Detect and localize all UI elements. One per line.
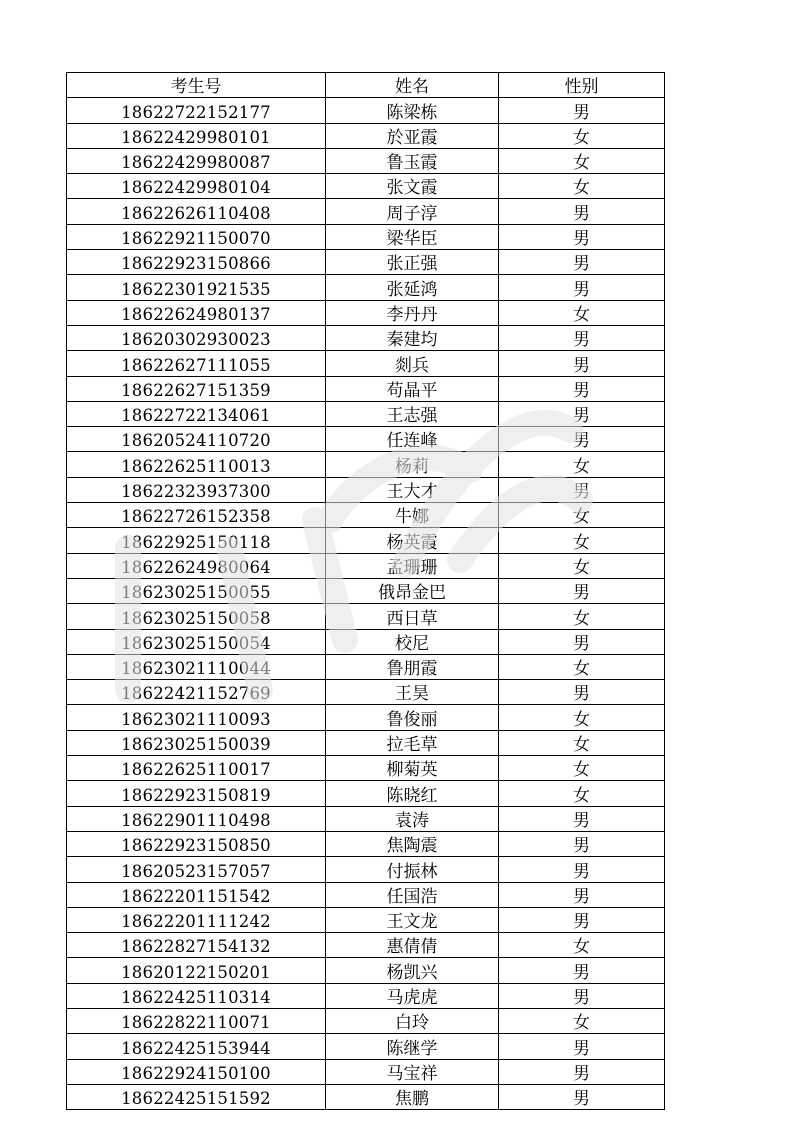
gender-cell: 男 [499, 325, 665, 350]
name-cell: 柳菊英 [326, 756, 499, 781]
gender-cell: 男 [499, 275, 665, 300]
name-cell: 惠倩倩 [326, 933, 499, 958]
gender-cell: 女 [499, 174, 665, 199]
name-cell: 白玲 [326, 1008, 499, 1033]
gender-cell: 女 [499, 553, 665, 578]
exam-number-cell: 18622425153944 [67, 1034, 326, 1059]
exam-number-cell: 18622301921535 [67, 275, 326, 300]
table-row [67, 477, 665, 502]
exam-number-cell: 18623025150055 [67, 578, 326, 603]
exam-list-sheet [66, 72, 664, 1110]
name-cell: 李丹丹 [326, 300, 499, 325]
exam-number-cell: 18620524110720 [67, 427, 326, 452]
name-cell: 张正强 [326, 250, 499, 275]
table-row [67, 300, 665, 325]
exam-number-cell: 18622921150070 [67, 224, 326, 249]
exam-number-cell: 18622624980064 [67, 553, 326, 578]
table-row [67, 452, 665, 477]
name-cell: 王大才 [326, 477, 499, 502]
exam-number-cell: 18622627111055 [67, 351, 326, 376]
exam-number-cell: 18622625110017 [67, 756, 326, 781]
gender-cell: 男 [499, 427, 665, 452]
table-row [67, 680, 665, 705]
table-row [67, 806, 665, 831]
name-cell: 鲁俊丽 [326, 705, 499, 730]
gender-cell: 男 [499, 882, 665, 907]
gender-cell: 男 [499, 983, 665, 1008]
name-cell: 杨英霞 [326, 528, 499, 553]
gender-cell: 男 [499, 680, 665, 705]
name-cell: 秦建均 [326, 325, 499, 350]
exam-number-cell: 18622924150100 [67, 1059, 326, 1084]
gender-cell: 男 [499, 477, 665, 502]
table-row [67, 958, 665, 983]
exam-number-cell: 18622923150866 [67, 250, 326, 275]
table-row [67, 831, 665, 856]
table-row [67, 1059, 665, 1084]
name-cell: 陈梁栋 [326, 98, 499, 123]
name-cell: 梁华臣 [326, 224, 499, 249]
name-cell: 张延鸿 [326, 275, 499, 300]
gender-cell: 男 [499, 857, 665, 882]
exam-number-cell: 18622925150118 [67, 528, 326, 553]
gender-cell: 女 [499, 148, 665, 173]
name-cell: 任连峰 [326, 427, 499, 452]
name-cell: 王文龙 [326, 907, 499, 932]
gender-cell: 女 [499, 654, 665, 679]
exam-number-cell: 18622626110408 [67, 199, 326, 224]
name-cell: 杨莉 [326, 452, 499, 477]
table-row [67, 199, 665, 224]
gender-cell: 男 [499, 199, 665, 224]
exam-number-cell: 18622901110498 [67, 806, 326, 831]
gender-cell: 女 [499, 503, 665, 528]
table-row [67, 907, 665, 932]
exam-number-cell: 18622429980087 [67, 148, 326, 173]
exam-number-cell: 18622201151542 [67, 882, 326, 907]
gender-cell: 女 [499, 604, 665, 629]
table-row [67, 275, 665, 300]
table-row [67, 250, 665, 275]
exam-number-cell: 18622429980104 [67, 174, 326, 199]
gender-cell: 男 [499, 98, 665, 123]
table-row [67, 781, 665, 806]
exam-number-cell: 18622421152769 [67, 680, 326, 705]
name-cell: 杨凯兴 [326, 958, 499, 983]
gender-cell: 男 [499, 831, 665, 856]
name-cell: 王昊 [326, 680, 499, 705]
gender-cell: 男 [499, 907, 665, 932]
table-row [67, 174, 665, 199]
exam-number-cell: 18622923150850 [67, 831, 326, 856]
table-row [67, 705, 665, 730]
table-row [67, 654, 665, 679]
name-cell: 苟晶平 [326, 376, 499, 401]
gender-cell: 男 [499, 401, 665, 426]
table-row [67, 427, 665, 452]
header-gender: 性别 [499, 73, 665, 98]
gender-cell: 男 [499, 351, 665, 376]
name-cell: 孟珊珊 [326, 553, 499, 578]
gender-cell: 男 [499, 250, 665, 275]
name-cell: 俄昂金巴 [326, 578, 499, 603]
gender-cell: 女 [499, 756, 665, 781]
exam-number-cell: 18622323937300 [67, 477, 326, 502]
name-cell: 西日草 [326, 604, 499, 629]
gender-cell: 男 [499, 1034, 665, 1059]
exam-number-cell: 18622722134061 [67, 401, 326, 426]
table-row [67, 148, 665, 173]
table-body [67, 98, 665, 1110]
table-row [67, 401, 665, 426]
header-row [67, 73, 665, 98]
name-cell: 剡兵 [326, 351, 499, 376]
gender-cell: 男 [499, 224, 665, 249]
name-cell: 校尼 [326, 629, 499, 654]
table-row [67, 578, 665, 603]
table-row [67, 1034, 665, 1059]
table-row [67, 882, 665, 907]
name-cell: 陈晓红 [326, 781, 499, 806]
name-cell: 鲁朋霞 [326, 654, 499, 679]
exam-number-cell: 18622429980101 [67, 123, 326, 148]
exam-number-cell: 18622822110071 [67, 1008, 326, 1033]
header-name: 姓名 [326, 73, 499, 98]
table-row [67, 528, 665, 553]
exam-number-cell: 18622625110013 [67, 452, 326, 477]
gender-cell: 女 [499, 730, 665, 755]
exam-number-cell: 18620122150201 [67, 958, 326, 983]
exam-number-cell: 18622923150819 [67, 781, 326, 806]
exam-number-cell: 18622827154132 [67, 933, 326, 958]
table-row [67, 503, 665, 528]
name-cell: 马宝祥 [326, 1059, 499, 1084]
table-row [67, 123, 665, 148]
table-row [67, 376, 665, 401]
table-row [67, 1008, 665, 1033]
table-row [67, 553, 665, 578]
table-row [67, 224, 665, 249]
name-cell: 陈继学 [326, 1034, 499, 1059]
gender-cell: 男 [499, 1084, 665, 1109]
table-row [67, 857, 665, 882]
table-row [67, 325, 665, 350]
table-row [67, 933, 665, 958]
gender-cell: 女 [499, 781, 665, 806]
exam-number-cell: 18622425110314 [67, 983, 326, 1008]
name-cell: 袁涛 [326, 806, 499, 831]
name-cell: 任国浩 [326, 882, 499, 907]
name-cell: 付振林 [326, 857, 499, 882]
exam-number-cell: 18620302930023 [67, 325, 326, 350]
table-row [67, 756, 665, 781]
name-cell: 牛娜 [326, 503, 499, 528]
exam-number-cell: 18620523157057 [67, 857, 326, 882]
exam-number-cell: 18622201111242 [67, 907, 326, 932]
candidate-table [66, 72, 665, 1110]
exam-number-cell: 18623021110093 [67, 705, 326, 730]
table-row [67, 983, 665, 1008]
exam-number-cell: 18622627151359 [67, 376, 326, 401]
gender-cell: 男 [499, 578, 665, 603]
exam-number-cell: 18622722152177 [67, 98, 326, 123]
table-row [67, 1084, 665, 1109]
exam-number-cell: 18622726152358 [67, 503, 326, 528]
name-cell: 王志强 [326, 401, 499, 426]
exam-number-cell: 18623025150039 [67, 730, 326, 755]
gender-cell: 男 [499, 958, 665, 983]
name-cell: 周子淳 [326, 199, 499, 224]
exam-number-cell: 18622425151592 [67, 1084, 326, 1109]
name-cell: 焦陶震 [326, 831, 499, 856]
exam-number-cell: 18623025150054 [67, 629, 326, 654]
exam-number-cell: 18623021110044 [67, 654, 326, 679]
exam-number-cell: 18623025150058 [67, 604, 326, 629]
gender-cell: 女 [499, 1008, 665, 1033]
gender-cell: 女 [499, 933, 665, 958]
gender-cell: 男 [499, 629, 665, 654]
gender-cell: 女 [499, 452, 665, 477]
gender-cell: 女 [499, 123, 665, 148]
name-cell: 於亚霞 [326, 123, 499, 148]
gender-cell: 男 [499, 376, 665, 401]
gender-cell: 女 [499, 528, 665, 553]
name-cell: 马虎虎 [326, 983, 499, 1008]
table-row [67, 351, 665, 376]
gender-cell: 男 [499, 806, 665, 831]
exam-number-cell: 18622624980137 [67, 300, 326, 325]
gender-cell: 男 [499, 1059, 665, 1084]
table-row [67, 629, 665, 654]
name-cell: 焦鹏 [326, 1084, 499, 1109]
table-row [67, 604, 665, 629]
table-row [67, 730, 665, 755]
table-row [67, 98, 665, 123]
name-cell: 鲁玉霞 [326, 148, 499, 173]
gender-cell: 女 [499, 705, 665, 730]
gender-cell: 女 [499, 300, 665, 325]
header-exam-number: 考生号 [67, 73, 326, 98]
name-cell: 张文霞 [326, 174, 499, 199]
name-cell: 拉毛草 [326, 730, 499, 755]
